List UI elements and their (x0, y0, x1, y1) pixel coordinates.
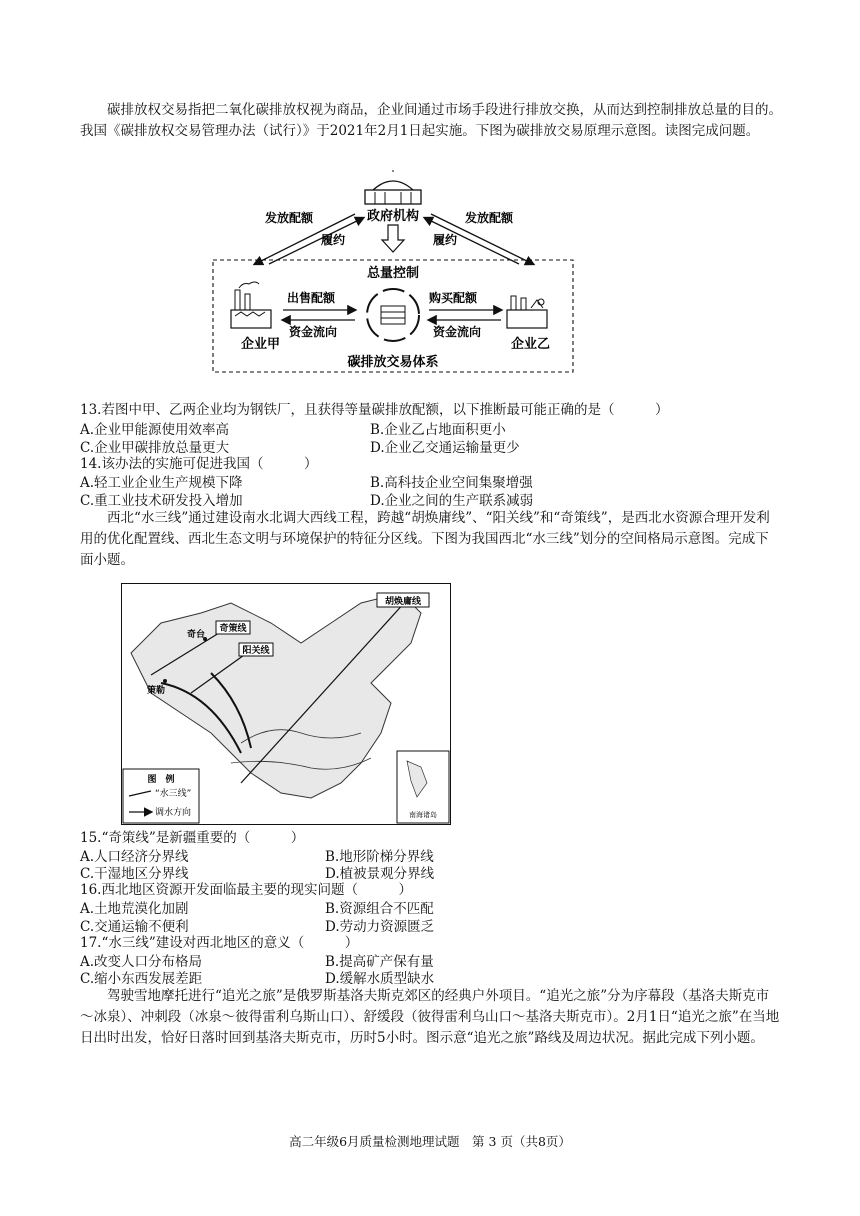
hu-line-label: 胡焕庸线 (384, 597, 422, 607)
q14-option-c: C.重工业技术研发投入增加 (80, 493, 243, 509)
right-fulfill-label: 履约 (433, 233, 458, 247)
left-fulfill-label: 履约 (321, 233, 346, 247)
factory-a-icon (231, 282, 271, 328)
q17-option-b: B.提高矿产保有量 (325, 954, 434, 970)
q17-stem: 17.“水三线”建设对西北地区的意义（ ） (80, 935, 359, 951)
china-water-lines-map (121, 583, 451, 825)
buy-label: 购买配额 (429, 291, 478, 305)
q17-option-d: D.缓解水质型缺水 (325, 971, 435, 987)
right-issue-label: 发放配额 (465, 211, 514, 225)
inset-label: 南海诸岛 (409, 811, 437, 819)
fund-left-label: 资金流向 (289, 325, 338, 339)
q16-option-d: D.劳动力资源匮乏 (325, 919, 435, 935)
q17-option-a: A.改变人口分布格局 (80, 954, 203, 970)
legend-title: 图 例 (147, 775, 175, 785)
q14-option-a: A.轻工业企业生产规模下降 (80, 475, 243, 491)
q13-stem: 13.若图中甲、乙两企业均为钢铁厂，且获得等量碳排放配额，以下推断最可能正确的是（ ） (80, 402, 669, 418)
carbon-trading-diagram (205, 170, 590, 376)
sell-label: 出售配额 (287, 291, 336, 305)
firm-b-label: 企业乙 (511, 337, 551, 352)
intro-paragraph-water: 西北“水三线”通过建设南水北调大西线工程，跨越“胡焕庸线”、“阳关线”和“奇策线”，是西北水资源合理开发利用的优化配置线、西北生态文明与环境保护的特征分区线。下图为我国西北“水三线”划分的空间格局示意图。完成下面小题。 (80, 510, 770, 568)
q14-option-d: D.企业之间的生产联系减弱 (370, 493, 534, 509)
intro-paragraph-aurora: 驾驶雪地摩托进行“追光之旅”是俄罗斯基洛夫斯克郊区的经典户外项目。“追光之旅”分为序幕段（基洛夫斯克市～冰泉）、冲刺段（冰泉～彼得雷利乌斯山口）、舒缓段（彼得雷利乌山口～基洛夫斯克市）。2月1日“追光之旅”在当地日出时出发，恰好日落时回到基洛夫斯克市，历时5小时。图示意“追光之旅”路线及周边状况。据此完成下列小题。 (80, 988, 780, 1046)
legend-line-label: “水三线” (155, 789, 192, 799)
money-cycle-icon (367, 289, 419, 341)
legend-arrow-label: 调水方向 (155, 808, 192, 818)
left-issue-label: 发放配额 (265, 211, 314, 225)
q17-option-c: C.缩小东西发展差距 (80, 971, 203, 987)
gov-label: 政府机构 (366, 209, 420, 224)
government-building-icon (365, 170, 421, 204)
cele-label: 策勒 (147, 686, 166, 696)
q13-option-c: C.企业甲碳排放总量更大 (80, 440, 230, 456)
q15-option-a: A.人口经济分界线 (80, 849, 189, 865)
q16-option-c: C.交通运输不便利 (80, 919, 189, 935)
total-control-label: 总量控制 (366, 266, 420, 281)
q14-stem: 14.该办法的实施可促进我国（ ） (80, 456, 318, 472)
qitai-label: 奇台 (187, 630, 206, 640)
intro-paragraph-carbon: 碳排放权交易指把二氧化碳排放权视为商品，企业间通过市场手段进行排放交换，从而达到控制排放总量的目的。我国《碳排放权交易管理办法（试行）》于2021年2月1日起实施。下图为碳排放交易原理示意图。读图完成问题。 (80, 102, 782, 139)
q14-option-b: B.高科技企业空间集聚增强 (370, 475, 533, 491)
q13-option-a: A.企业甲能源使用效率高 (80, 422, 230, 438)
q15-option-c: C.干湿地区分界线 (80, 866, 189, 882)
q13-option-d: D.企业乙交通运输量更少 (370, 440, 520, 456)
q16-option-b: B.资源组合不匹配 (325, 901, 434, 917)
qice-line-label: 奇策线 (219, 624, 247, 634)
q16-stem: 16.西北地区资源开发面临最主要的现实问题（ ） (80, 882, 412, 898)
down-arrow-icon (382, 225, 404, 252)
q13-option-b: B.企业乙占地面积更小 (370, 422, 506, 438)
q15-option-d: D.植被景观分界线 (325, 866, 435, 882)
system-label: 碳排放交易体系 (347, 355, 439, 370)
yangguan-line-label: 阳关线 (242, 646, 270, 656)
factory-b-icon (507, 296, 547, 328)
fund-right-label: 资金流向 (433, 325, 482, 339)
firm-a-label: 企业甲 (241, 337, 281, 352)
q15-stem: 15.“奇策线”是新疆重要的（ ） (80, 830, 305, 846)
q15-option-b: B.地形阶梯分界线 (325, 849, 434, 865)
q16-option-a: A.土地荒漠化加剧 (80, 901, 189, 917)
page-footer: 高二年级6月质量检测地理试题 第 3 页（共8页） (289, 1134, 571, 1149)
